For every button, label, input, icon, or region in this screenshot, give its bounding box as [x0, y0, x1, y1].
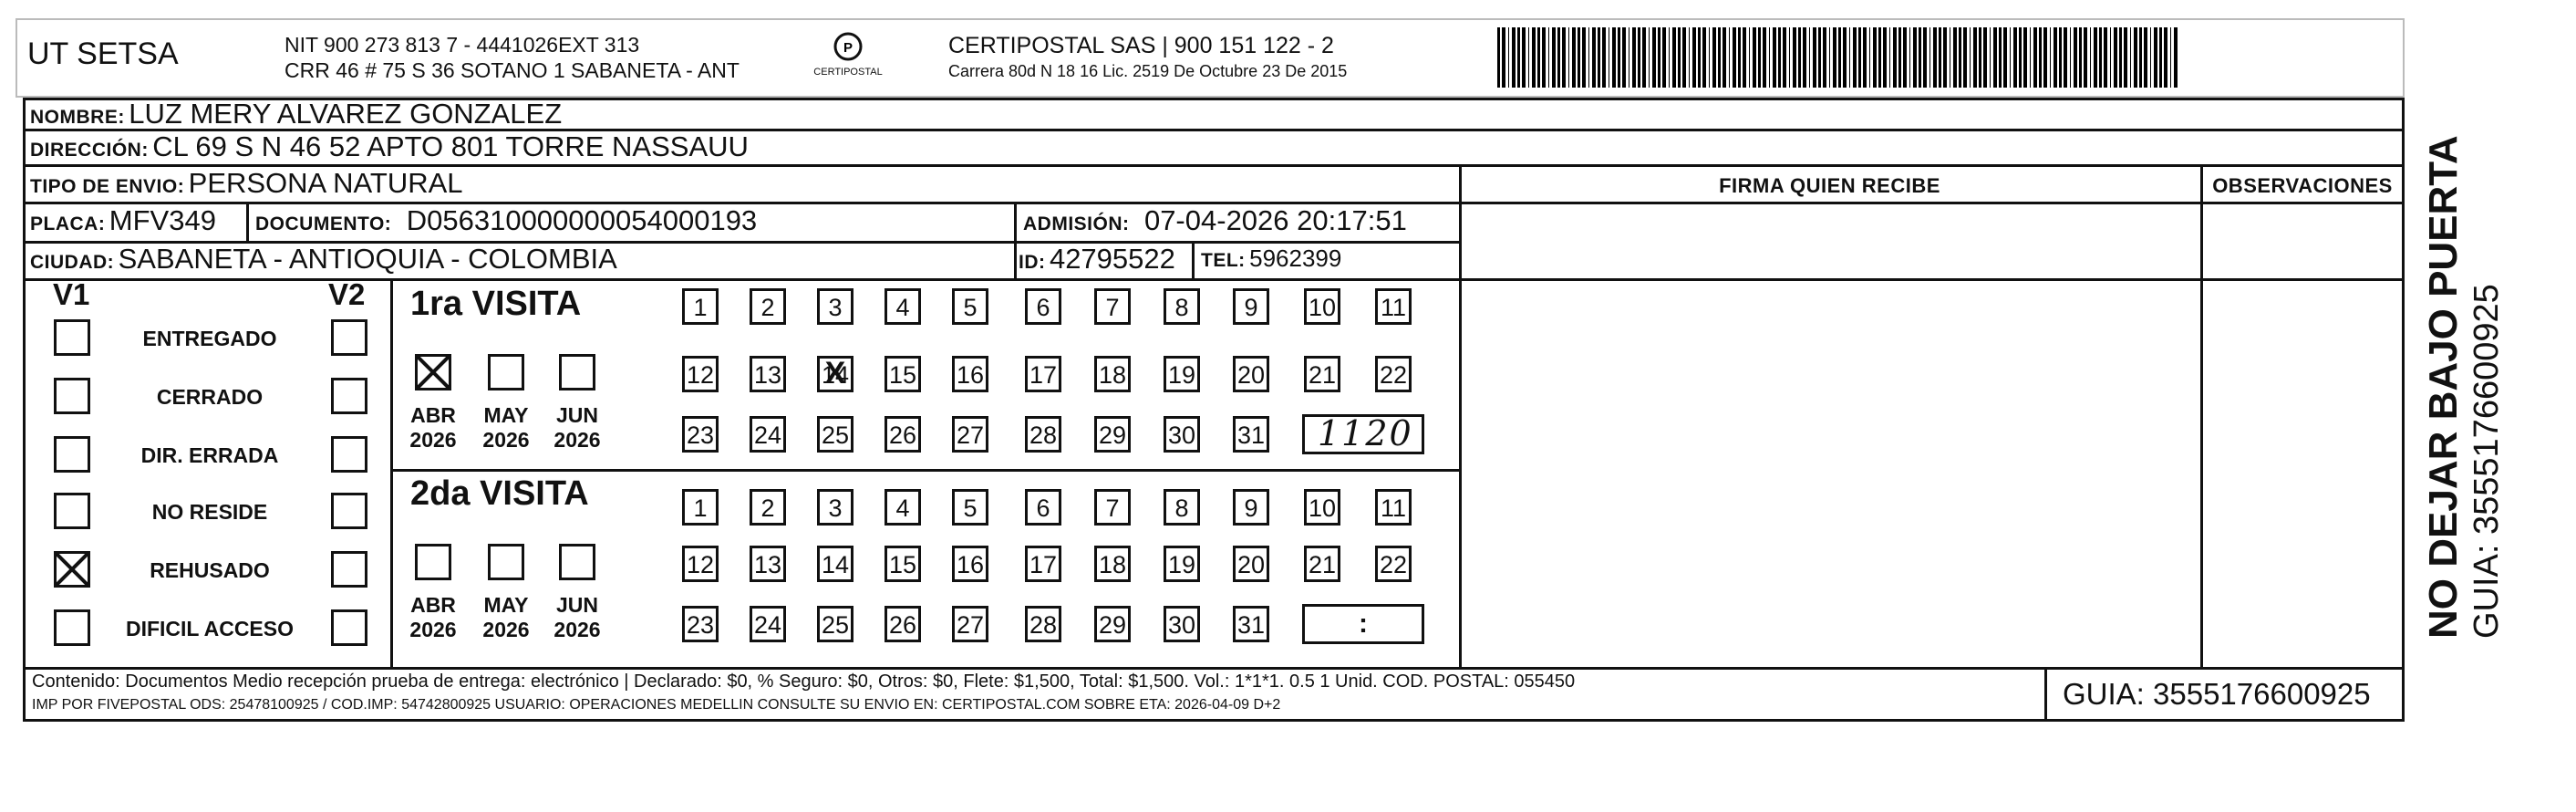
visit1-day-23[interactable]: 23 [682, 416, 719, 453]
direccion-value: CL 69 S N 46 52 APTO 801 TORRE NASSAUU [152, 130, 749, 162]
visit1-day-15[interactable]: 15 [885, 356, 921, 392]
tipo-row [30, 167, 463, 200]
barcode [1497, 27, 2179, 88]
v1-checkbox-dir-errada[interactable] [54, 436, 90, 473]
v1-checkbox-cerrado[interactable] [54, 378, 90, 414]
visit2-day-25[interactable]: 25 [817, 606, 853, 642]
visit1-month-label: JUN 2026 [553, 403, 601, 452]
certipostal-logo [812, 31, 885, 86]
visit1-day-12[interactable]: 12 [682, 356, 719, 392]
visit1-day-5[interactable]: 5 [952, 288, 988, 325]
visit1-day-24[interactable]: 24 [750, 416, 786, 453]
visit2-time-value: : [1359, 609, 1368, 639]
visit1-day-25[interactable]: 25 [817, 416, 853, 453]
direccion-row [30, 130, 749, 163]
visit2-day-5[interactable]: 5 [952, 489, 988, 526]
visit2-day-17[interactable]: 17 [1025, 546, 1061, 582]
placa-row [30, 204, 216, 237]
status-label: CERRADO [156, 385, 264, 409]
status-label: NO RESIDE [151, 500, 268, 524]
visit1-day-8[interactable]: 8 [1164, 288, 1200, 325]
nombre-label: NOMBRE: [30, 107, 125, 128]
certipostal-line: CERTIPOSTAL SAS | 900 151 122 - 2 [948, 33, 1334, 58]
visit2-day-9[interactable]: 9 [1233, 489, 1269, 526]
visit1-time-box [1302, 414, 1424, 454]
tel-row [1201, 245, 1341, 273]
v1-checkbox-entregado[interactable] [54, 319, 90, 356]
firma-label: FIRMA QUIEN RECIBE [1719, 174, 1940, 197]
visit1-day-7[interactable]: 7 [1094, 288, 1131, 325]
license-line: Carrera 80d N 18 16 Lic. 2519 De Octubre 23 De 2015 [948, 62, 1348, 80]
tel-value: 5962399 [1249, 245, 1342, 272]
v2-checkbox-rehusado[interactable] [331, 551, 367, 588]
status-label: DIFICIL ACCESO [125, 617, 294, 640]
visit2-day-27[interactable]: 27 [952, 606, 988, 642]
direccion-label: DIRECCIÓN: [30, 140, 149, 161]
visit1-month-checkbox-may[interactable] [488, 354, 524, 390]
visit1-day-10[interactable]: 10 [1304, 288, 1340, 325]
visit2-day-3[interactable]: 3 [817, 489, 853, 526]
visit1-day-6[interactable]: 6 [1025, 288, 1061, 325]
contenido-line: Contenido: Documentos Medio recepción prueba de entrega: electrónico | Declarado: $0, % Seguro: $0, Otros: $0, Flete: $1,500, Total: $1,500. Vol.: 1*1*1. 0.5 1 Unid. COD. POSTAL: 055450 [32, 671, 1576, 692]
visit1-day-1[interactable]: 1 [682, 288, 719, 325]
imp-line: IMP POR FIVEPOSTAL ODS: 25478100925 / COD.IMP: 54742800925 USUARIO: OPERACIONES MEDELLIN CONSULTE SU ENVIO EN: CERTIPOSTAL.COM SOBRE ETA: 2026-04-09 D+2 [32, 697, 1281, 713]
visit1-time-value: 1120 [1318, 413, 1413, 453]
visit2-day-26[interactable]: 26 [885, 606, 921, 642]
visit2-time-box [1302, 604, 1424, 644]
v2-checkbox-entregado[interactable] [331, 319, 367, 356]
visit2-day-29[interactable]: 29 [1094, 606, 1131, 642]
documento-label: DOCUMENTO: [255, 213, 392, 234]
visit2-day-6[interactable]: 6 [1025, 489, 1061, 526]
visit2-month-checkbox-abr[interactable] [415, 544, 451, 580]
v1-checkbox-dificil-acceso[interactable] [54, 609, 90, 646]
logo-text: CERTIPOSTAL [813, 67, 883, 78]
visit2-day-16[interactable]: 16 [952, 546, 988, 582]
visit1-day-30[interactable]: 30 [1164, 416, 1200, 453]
v1-label: V1 [53, 277, 90, 311]
visit1-day-20[interactable]: 20 [1233, 356, 1269, 392]
tel-label: TEL: [1201, 250, 1246, 271]
tipo-label: TIPO DE ENVIO: [30, 176, 185, 197]
nit-line: NIT 900 273 813 7 - 4441026EXT 313 [284, 33, 640, 57]
visit1-day-3[interactable]: 3 [817, 288, 853, 325]
admision-value: 07-04-2026 20:17:51 [1143, 204, 1407, 236]
visit1-month-label: MAY 2026 [482, 403, 530, 452]
visit2-month-label: JUN 2026 [553, 593, 601, 641]
visit2-day-11[interactable]: 11 [1375, 489, 1412, 526]
status-label: ENTREGADO [142, 327, 277, 350]
visit1-day-21[interactable]: 21 [1304, 356, 1340, 392]
svg-text:P: P [843, 40, 853, 56]
side-warning: NO DEJAR BAJO PUERTA [2421, 135, 2466, 639]
visit2-day-19[interactable]: 19 [1164, 546, 1200, 582]
documento-row [255, 204, 757, 237]
visit1-day-17[interactable]: 17 [1025, 356, 1061, 392]
visit2-title: 2da VISITA [410, 474, 589, 513]
visit1-day-28[interactable]: 28 [1025, 416, 1061, 453]
bottom-margin-dots [0, 748, 2576, 750]
visit2-day-20[interactable]: 20 [1233, 546, 1269, 582]
address-line: CRR 46 # 75 S 36 SOTANO 1 SABANETA - ANT [284, 58, 740, 82]
status-label: DIR. ERRADA [140, 443, 279, 467]
v1-checkbox-rehusado[interactable] [54, 551, 90, 588]
visit1-day-13[interactable]: 13 [750, 356, 786, 392]
tipo-value: PERSONA NATURAL [188, 167, 463, 199]
visit2-day-21[interactable]: 21 [1304, 546, 1340, 582]
visit1-month-checkbox-jun[interactable] [559, 354, 595, 390]
ciudad-row [30, 243, 617, 276]
visit1-day-4[interactable]: 4 [885, 288, 921, 325]
visit1-day-14[interactable]: 14 X [817, 356, 853, 392]
visit1-day-31[interactable]: 31 [1233, 416, 1269, 453]
logo-icon [833, 31, 864, 62]
visit2-month-checkbox-jun[interactable] [559, 544, 595, 580]
visit2-month-label: ABR 2026 [409, 593, 457, 641]
admision-row [1023, 204, 1407, 237]
visit1-day-2[interactable]: 2 [750, 288, 786, 325]
visit1-day-22[interactable]: 22 [1375, 356, 1412, 392]
visit2-day-24[interactable]: 24 [750, 606, 786, 642]
side-text [2421, 135, 2507, 639]
ciudad-value: SABANETA - ANTIOQUIA - COLOMBIA [118, 243, 617, 275]
id-label: ID: [1019, 252, 1046, 273]
id-value: 42795522 [1049, 243, 1175, 275]
visit1-day-9[interactable]: 9 [1233, 288, 1269, 325]
v2-label: V2 [328, 277, 366, 311]
visit1-day-18[interactable]: 18 [1094, 356, 1131, 392]
visit1-day-11[interactable]: 11 [1375, 288, 1412, 325]
visit1-day-16[interactable]: 16 [952, 356, 988, 392]
placa-label: PLACA: [30, 213, 106, 234]
visit1-day-27[interactable]: 27 [952, 416, 988, 453]
documento-value: D056310000000054000193 [406, 204, 758, 236]
side-guia: GUIA: 3555176600925 [2467, 284, 2506, 639]
observaciones-label: OBSERVACIONES [2212, 174, 2393, 197]
v2-checkbox-dir-errada[interactable] [331, 436, 367, 473]
nombre-value: LUZ MERY ALVAREZ GONZALEZ [129, 98, 563, 130]
visit2-day-14[interactable]: 14 [817, 546, 853, 582]
visit2-day-28[interactable]: 28 [1025, 606, 1061, 642]
visit1-day-19[interactable]: 19 [1164, 356, 1200, 392]
visit1-day-26[interactable]: 26 [885, 416, 921, 453]
visit2-day-1[interactable]: 1 [682, 489, 719, 526]
visit2-day-13[interactable]: 13 [750, 546, 786, 582]
visit2-day-22[interactable]: 22 [1375, 546, 1412, 582]
visit1-month-checkbox-abr[interactable] [415, 354, 451, 390]
visit2-day-31[interactable]: 31 [1233, 606, 1269, 642]
footer-guia: GUIA: 3555176600925 [2063, 677, 2371, 711]
id-row [1019, 243, 1175, 276]
visit1-day-29[interactable]: 29 [1094, 416, 1131, 453]
visit2-day-18[interactable]: 18 [1094, 546, 1131, 582]
visit1-title: 1ra VISITA [410, 285, 582, 323]
visit1-month-label: ABR 2026 [409, 403, 457, 452]
admision-label: ADMISIÓN: [1023, 213, 1130, 234]
visit2-day-8[interactable]: 8 [1164, 489, 1200, 526]
v1-checkbox-no-reside[interactable] [54, 493, 90, 529]
visit2-month-label: MAY 2026 [482, 593, 530, 641]
visit2-day-2[interactable]: 2 [750, 489, 786, 526]
visit2-day-30[interactable]: 30 [1164, 606, 1200, 642]
placa-value: MFV349 [109, 204, 216, 236]
v2-checkbox-dificil-acceso[interactable] [331, 609, 367, 646]
visit2-day-12[interactable]: 12 [682, 546, 719, 582]
visit2-day-23[interactable]: 23 [682, 606, 719, 642]
nombre-row [30, 98, 562, 130]
visit2-day-4[interactable]: 4 [885, 489, 921, 526]
company-name: UT SETSA [27, 36, 179, 71]
visit2-day-7[interactable]: 7 [1094, 489, 1131, 526]
visit2-month-checkbox-may[interactable] [488, 544, 524, 580]
v2-checkbox-no-reside[interactable] [331, 493, 367, 529]
status-label: REHUSADO [150, 558, 270, 582]
visit2-day-10[interactable]: 10 [1304, 489, 1340, 526]
ciudad-label: CIUDAD: [30, 252, 115, 273]
visit2-day-15[interactable]: 15 [885, 546, 921, 582]
v2-checkbox-cerrado[interactable] [331, 378, 367, 414]
